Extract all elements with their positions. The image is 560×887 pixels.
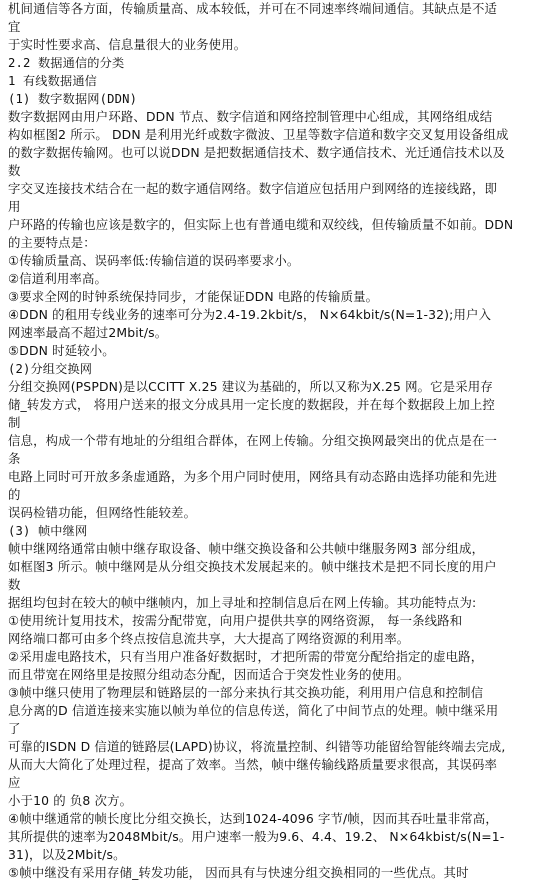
text-line: 可靠的ISDN D 信道的链路层(LAPD)协议，将流量控制、纠错等功能留给智能终端去完成, <box>8 739 506 754</box>
text-line: 网速率最高不超过2Mbit/s。 <box>8 325 168 340</box>
text-line: 条 <box>8 451 21 466</box>
list-item: ②采用虚电路技术，只有当用户准备好数据时，才把所需的带宽分配给指定的虚电路， <box>8 649 484 664</box>
text-line: 如框图3 所示。帧中继网是从分组交换技术发展起来的。帧中继技术是把不同长度的用户 <box>8 559 497 574</box>
list-item: ④DDN 的租用专线业务的速率可分为2.4-19.2kbit/s， N×64kbit/s(N=1-32);用户入 <box>8 307 492 322</box>
list-item: ⑤帧中继没有采用存储_转发功能， 因而具有与快速分组交换相同的一些优点。其时 <box>8 865 469 880</box>
text-line: 信息，构成一个带有地址的分组组合群体，在网上传输。分组交换网最突出的优点是在一 <box>8 433 498 448</box>
text-line: 了 <box>8 721 21 736</box>
subsection-heading: (2)分组交换网 <box>8 362 93 376</box>
text-line: 储_转发方式， 将用户送来的报文分成具用一定长度的数据段，并在每个数据段上加上控 <box>8 397 495 412</box>
text-line: 小于10 的 负8 次方。 <box>8 793 133 808</box>
text-line: 的 <box>8 487 21 502</box>
list-item: ①使用统计复用技术，按需分配带宽，向用户提供共享的网络资源， 每一条线路和 <box>8 613 463 628</box>
text-line: 的主要特点是： <box>8 235 96 250</box>
text-line: 据组均包封在较大的帧中继帧内，加上寻址和控制信息后在网上传输。其功能特点为: <box>8 595 477 610</box>
text-line: 分组交换网(PSPDN)是以CCITT X.25 建议为基础的，所以又称为X.25 网。它是采用存 <box>8 379 493 394</box>
subsection-heading: (1) 数字数据网(DDN) <box>8 92 138 106</box>
text-line: 制 <box>8 415 21 430</box>
list-item: ③要求全网的时钟系统保持同步，才能保证DDN 电路的传输质量。 <box>8 289 379 304</box>
text-line: 字交叉连接技术结合在一起的数字通信网络。数字信道应包括用户到网络的连接线路，即 <box>8 181 498 196</box>
text-line: 息分离的D 信道连接来实施以帧为单位的信息传送，简化了中间节点的处理。帧中继采用 <box>8 703 499 718</box>
subsection-heading: (3) 帧中继网 <box>8 524 88 538</box>
text-line: 31)，以及2Mbit/s。 <box>8 847 126 862</box>
text-line: 其所提供的速率为2048Mbit/s。用户速率一般为9.6、4.4、19.2、 N×64kbist/s(N=1- <box>8 829 505 844</box>
text-line: 户环路的传输也应该是数字的，但实际上也有普通电缆和双绞线，但传输质量不如前。DDN <box>8 217 514 232</box>
text-line: 构如框图2 所示。 DDN 是利用光纤或数字微波、卫星等数字信道和数字交叉复用设备组成 <box>8 127 509 142</box>
list-item: ④帧中继通常的帧长度比分组交换长，达到1024-4096 字节/帧，因而其吞吐量非常高， <box>8 811 498 826</box>
text-line: 应 <box>8 775 21 790</box>
text-line: 帧中继网络通常由帧中继存取设备、帧中继交换设备和公共帧中继服务网3 部分组成， <box>8 541 485 556</box>
text-line: 从而大大简化了处理过程，提高了效率。当然，帧中继传输线路质量要求很高，其误码率 <box>8 757 498 772</box>
list-item: ③帧中继只使用了物理层和链路层的一部分来执行其交换功能，利用用户信息和控制信 <box>8 685 484 700</box>
text-line: 数字数据网由用户环路、DDN 节点、数字信道和网络控制管理中心组成，其网络组成结 <box>8 109 493 124</box>
text-line: 数 <box>8 577 21 592</box>
text-line: 机间通信等各方面，传输质量高、成本较低，并可在不同速率终端间通信。其缺点是不适 <box>8 1 498 16</box>
text-line: 用 <box>8 199 21 214</box>
section-heading: 2.2 数据通信的分类 <box>8 56 125 70</box>
list-item: ⑤DDN 时延较小。 <box>8 343 115 358</box>
text-line: 电路上同时可开放多条虚通路，为多个用户同时使用，网络具有动态路由选择功能和先进 <box>8 469 498 484</box>
subsection-heading: 1 有线数据通信 <box>8 74 97 88</box>
text-line: 而且带宽在网络里是按照分组动态分配，因而适合于突发性业务的使用。 <box>8 667 410 682</box>
list-item: ②信道利用率高。 <box>8 271 108 286</box>
text-line: 网络端口都可由多个终点按信息流共享，大大提高了网络资源的利用率。 <box>8 631 410 646</box>
text-line: 数 <box>8 163 21 178</box>
text-line: 于实时性要求高、信息量很大的业务使用。 <box>8 37 247 52</box>
text-line: 的数字数据传输网。也可以说DDN 是把数据通信技术、数字通信技术、光迁通信技术以及 <box>8 145 505 160</box>
text-line: 误码检错功能，但网络性能较差。 <box>8 505 197 520</box>
text-line: 宜 <box>8 19 21 34</box>
list-item: ①传输质量高、误码率低:传输信道的误码率要求小。 <box>8 253 300 268</box>
